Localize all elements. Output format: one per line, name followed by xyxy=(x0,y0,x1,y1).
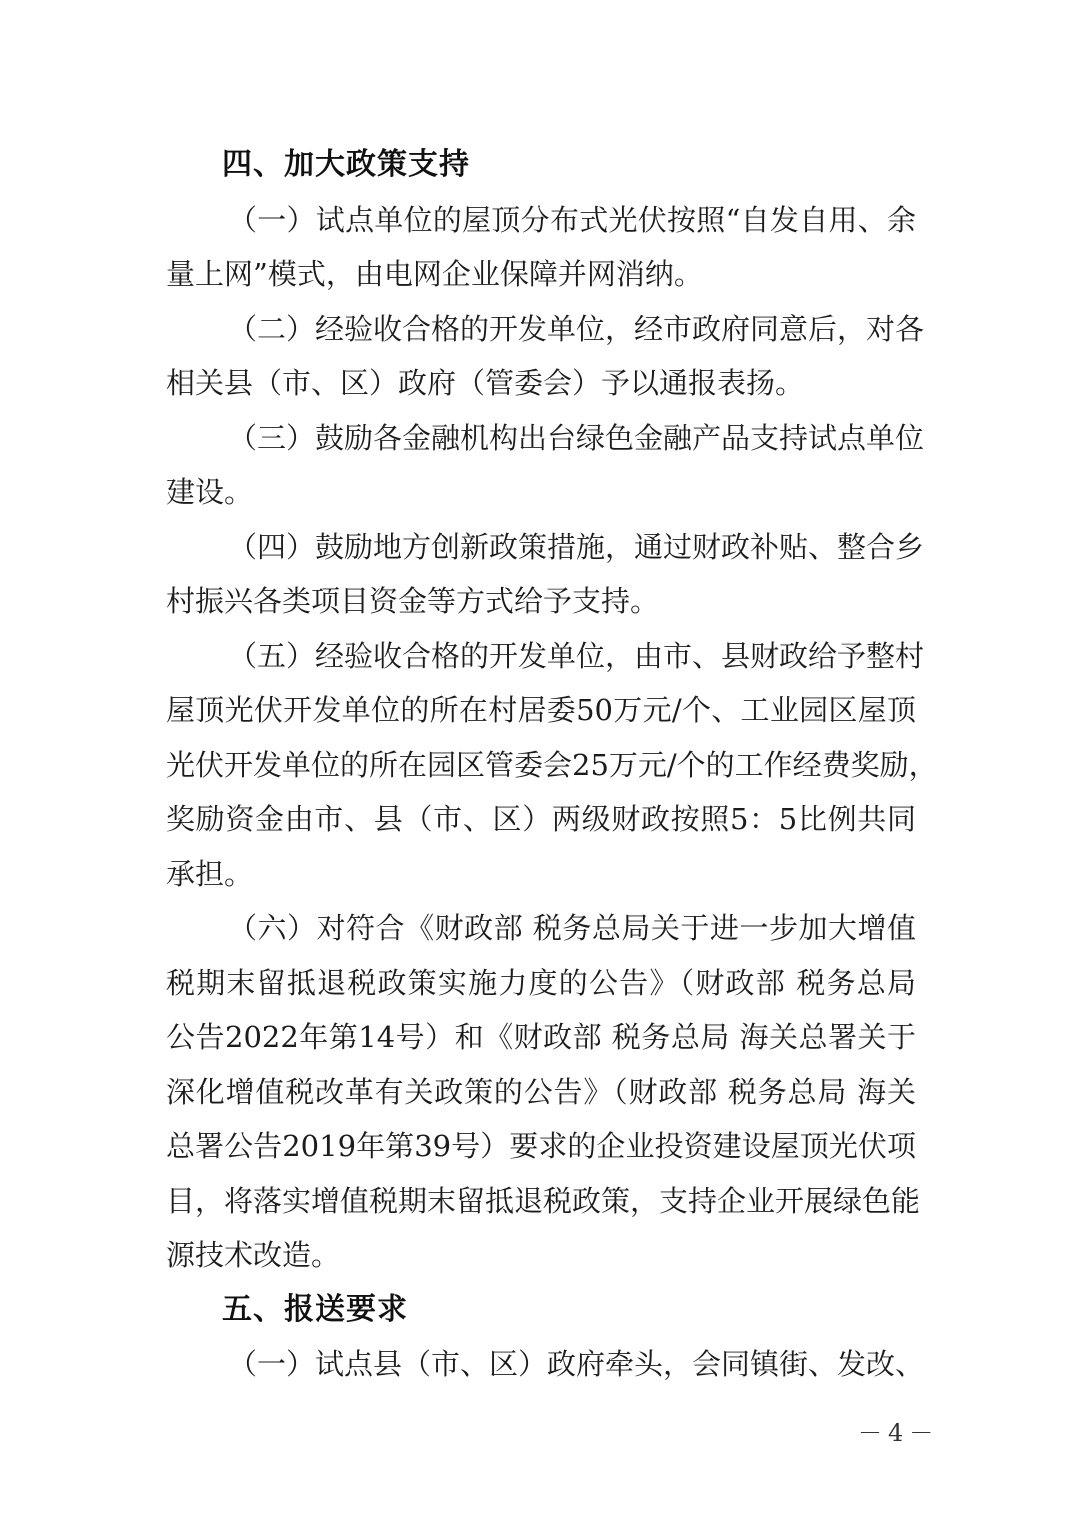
paragraph-line: 相关县（市、区）政府（管委会）予以通报表扬。 xyxy=(166,366,805,400)
paragraph-line: 目，将落实增值税期末留抵退税政策，支持企业开展绿色能 xyxy=(166,1184,921,1218)
paragraph-line: 村振兴各类项目资金等方式给予支持。 xyxy=(166,584,660,618)
paragraph-line: （一）试点县（市、区）政府牵头，会同镇街、发改、 xyxy=(228,1347,925,1381)
paragraph-line: （二）经验收合格的开发单位，经市政府同意后，对各 xyxy=(228,312,925,346)
paragraph-line: 屋顶光伏开发单位的所在村居委50万元/个、工业园区屋顶 xyxy=(166,693,916,727)
section-heading-policy-support: 四、加大政策支持 xyxy=(222,147,470,182)
paragraph-line: （一）试点单位的屋顶分布式光伏按照“自发自用、余 xyxy=(228,203,916,237)
paragraph-line: 税期末留抵退税政策实施力度的公告》（财政部 税务总局 xyxy=(166,966,916,1000)
paragraph-line: 建设。 xyxy=(166,475,254,509)
paragraph-line: （五）经验收合格的开发单位，由市、县财政给予整村 xyxy=(228,639,925,673)
paragraph-line: （四）鼓励地方创新政策措施，通过财政补贴、整合乡 xyxy=(228,530,925,564)
paragraph-line: 光伏开发单位的所在园区管委会25万元/个的工作经费奖励， xyxy=(166,748,938,782)
paragraph-line: （六）对符合《财政部 税务总局关于进一步加大增值 xyxy=(228,911,916,945)
paragraph-line: 公告2022年第14号）和《财政部 税务总局 海关总署关于 xyxy=(166,1020,916,1054)
paragraph-line: 深化增值税改革有关政策的公告》（财政部 税务总局 海关 xyxy=(166,1075,916,1109)
section-heading-submission-requirements: 五、报送要求 xyxy=(222,1292,408,1327)
paragraph-line: 量上网”模式，由电网企业保障并网消纳。 xyxy=(166,257,703,291)
paragraph-line: 源技术改造。 xyxy=(166,1238,341,1272)
page-number: －4－ xyxy=(858,1419,940,1447)
paragraph-line: 奖励资金由市、县（市、区）两级财政按照5：5比例共同 xyxy=(166,802,916,836)
paragraph-line: 总署公告2019年第39号）要求的企业投资建设屋顶光伏项 xyxy=(166,1129,916,1163)
paragraph-line: （三）鼓励各金融机构出台绿色金融产品支持试点单位 xyxy=(228,421,925,455)
paragraph-line: 承担。 xyxy=(166,857,254,891)
